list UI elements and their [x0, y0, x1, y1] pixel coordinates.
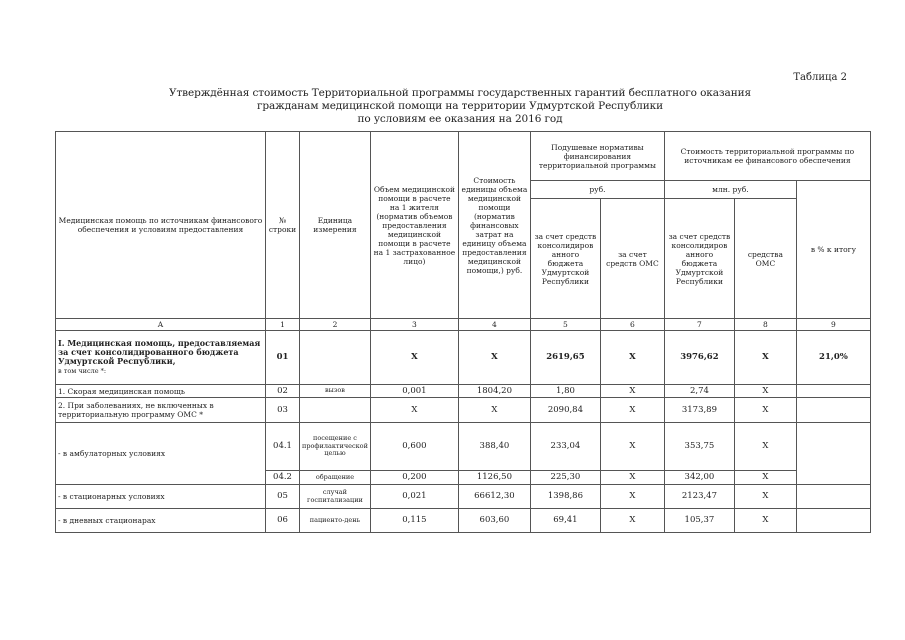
row-oms-per-capita: Х [600, 385, 664, 398]
row-unit-cost: 388,40 [458, 423, 530, 471]
index-cell: 8 [734, 319, 796, 331]
row-volume: Х [370, 331, 458, 385]
index-cell: 5 [530, 319, 600, 331]
header-budget-per-capita: за счет средств консолидиров анного бюджета Удмуртской Республики [530, 199, 600, 319]
row-unit-cost: Х [458, 331, 530, 385]
row-oms-cost: Х [734, 509, 796, 533]
row-line: 06 [266, 509, 300, 533]
row-line: 03 [266, 398, 300, 423]
row-unit-cost: Х [458, 398, 530, 423]
row-budget-cost: 342,00 [664, 471, 734, 485]
index-cell: А [56, 319, 266, 331]
row-unit: обращение [300, 471, 371, 485]
header-line-number: № строки [266, 132, 300, 319]
header-unit: Единица измерения [300, 132, 371, 319]
index-cell: 2 [300, 319, 371, 331]
table-row [56, 385, 871, 398]
table-caption: Таблица 2 [793, 72, 847, 83]
row-oms-cost: Х [734, 385, 796, 398]
index-cell: 4 [458, 319, 530, 331]
row-name: - в стационарных условиях [56, 485, 266, 509]
header-unit-mln-rub: млн. руб. [664, 181, 796, 199]
row-percent [796, 485, 870, 509]
row-oms-cost: Х [734, 423, 796, 471]
header-budget-cost: за счет средств консолидиров анного бюджета Удмуртской Республики [664, 199, 734, 319]
header-unit-rub: руб. [530, 181, 664, 199]
row-unit-cost: 603,60 [458, 509, 530, 533]
index-cell: 3 [370, 319, 458, 331]
row-volume: 0,021 [370, 485, 458, 509]
row-oms-per-capita: Х [600, 485, 664, 509]
row-volume: 0,001 [370, 385, 458, 398]
row-oms-per-capita: Х [600, 471, 664, 485]
row-line: 01 [266, 331, 300, 385]
row-unit [300, 331, 371, 385]
header-per-capita-group: Подушевые нормативы финансирования территориальной программы [530, 132, 664, 181]
row-unit-cost: 66612,30 [458, 485, 530, 509]
index-cell: 7 [664, 319, 734, 331]
row-budget-cost: 2123,47 [664, 485, 734, 509]
document-title [150, 87, 770, 126]
index-cell: 1 [266, 319, 300, 331]
table-row [56, 485, 871, 509]
row-budget-cost: 3976,62 [664, 331, 734, 385]
row-budget-per-capita: 233,04 [530, 423, 600, 471]
row-volume: 0,115 [370, 509, 458, 533]
row-budget-per-capita: 69,41 [530, 509, 600, 533]
row-budget-cost: 2,74 [664, 385, 734, 398]
row-unit-cost: 1804,20 [458, 385, 530, 398]
row-unit: пациенто-день [300, 509, 371, 533]
row-oms-per-capita: Х [600, 331, 664, 385]
header-oms-cost: средства ОМС [734, 199, 796, 319]
row-name-text: I. Медицинская помощь, предоставляемая за счет консолидированного бюджета Удмуртской Республики, [58, 338, 261, 367]
row-budget-cost: 353,75 [664, 423, 734, 471]
index-cell: 6 [600, 319, 664, 331]
row-percent [796, 423, 870, 485]
row-percent [796, 398, 870, 423]
row-budget-per-capita: 1,80 [530, 385, 600, 398]
row-unit: посещение с профилактической целью [300, 423, 371, 471]
cost-table [55, 131, 871, 533]
row-oms-per-capita: Х [600, 509, 664, 533]
row-unit: вызов [300, 385, 371, 398]
table-row [56, 509, 871, 533]
row-unit: случай госпитализации [300, 485, 371, 509]
row-budget-per-capita: 225,30 [530, 471, 600, 485]
header-volume: Объем медицинской помощи в расчете на 1 жителя (норматив объемов предоставления медицинской помощи в расчете на 1 застрахованное лицо) [370, 132, 458, 319]
title-line-1: Утверждённая стоимость Территориальной программы государственных гарантий бесплатного оказания [168, 87, 752, 99]
row-unit [300, 398, 371, 423]
row-volume: 0,200 [370, 471, 458, 485]
row-line: 04.2 [266, 471, 300, 485]
title-line-2: гражданам медицинской помощи на территории Удмуртской Республики [257, 100, 663, 112]
row-oms-cost: Х [734, 471, 796, 485]
header-oms-per-capita: за счет средств ОМС [600, 199, 664, 319]
table-row [56, 331, 871, 385]
row-budget-per-capita: 2090,84 [530, 398, 600, 423]
row-oms-cost: Х [734, 398, 796, 423]
row-percent: 21,0% [796, 331, 870, 385]
row-line: 05 [266, 485, 300, 509]
row-name [56, 331, 266, 385]
table-row [56, 398, 871, 423]
row-oms-per-capita: Х [600, 423, 664, 471]
row-name: - в амбулаторных условиях [56, 423, 266, 485]
row-budget-cost: 3173,89 [664, 398, 734, 423]
row-name: 2. При заболеваниях, не включенных в территориальную программу ОМС * [56, 398, 266, 423]
row-percent [796, 509, 870, 533]
row-oms-cost: Х [734, 485, 796, 509]
row-line: 02 [266, 385, 300, 398]
row-line: 04.1 [266, 423, 300, 471]
row-volume: Х [370, 398, 458, 423]
header-percent-total: в % к итогу [796, 181, 870, 319]
table-row [56, 423, 871, 471]
row-budget-per-capita: 2619,65 [530, 331, 600, 385]
row-oms-per-capita: Х [600, 398, 664, 423]
row-percent [796, 385, 870, 398]
header-unit-cost: Стоимость единицы объема медицинской помощи (норматив финансовых затрат на единицу объема предоставления медицинской помощи,) руб. [458, 132, 530, 319]
row-budget-per-capita: 1398,86 [530, 485, 600, 509]
row-name: - в дневных стационарах [56, 509, 266, 533]
row-oms-cost: Х [734, 331, 796, 385]
index-cell: 9 [796, 319, 870, 331]
row-budget-cost: 105,37 [664, 509, 734, 533]
header-service-type: Медицинская помощь по источникам финансового обеспечения и условиям предоставления [56, 132, 266, 319]
row-unit-cost: 1126,50 [458, 471, 530, 485]
row-note: в том числе *: [58, 367, 107, 376]
row-name: 1. Скорая медицинская помощь [56, 385, 266, 398]
title-line-3: по условиям ее оказания на 2016 год [357, 113, 563, 125]
row-volume: 0,600 [370, 423, 458, 471]
header-program-cost-group: Стоимость территориальной программы по источникам ее финансового обеспечения [664, 132, 870, 181]
